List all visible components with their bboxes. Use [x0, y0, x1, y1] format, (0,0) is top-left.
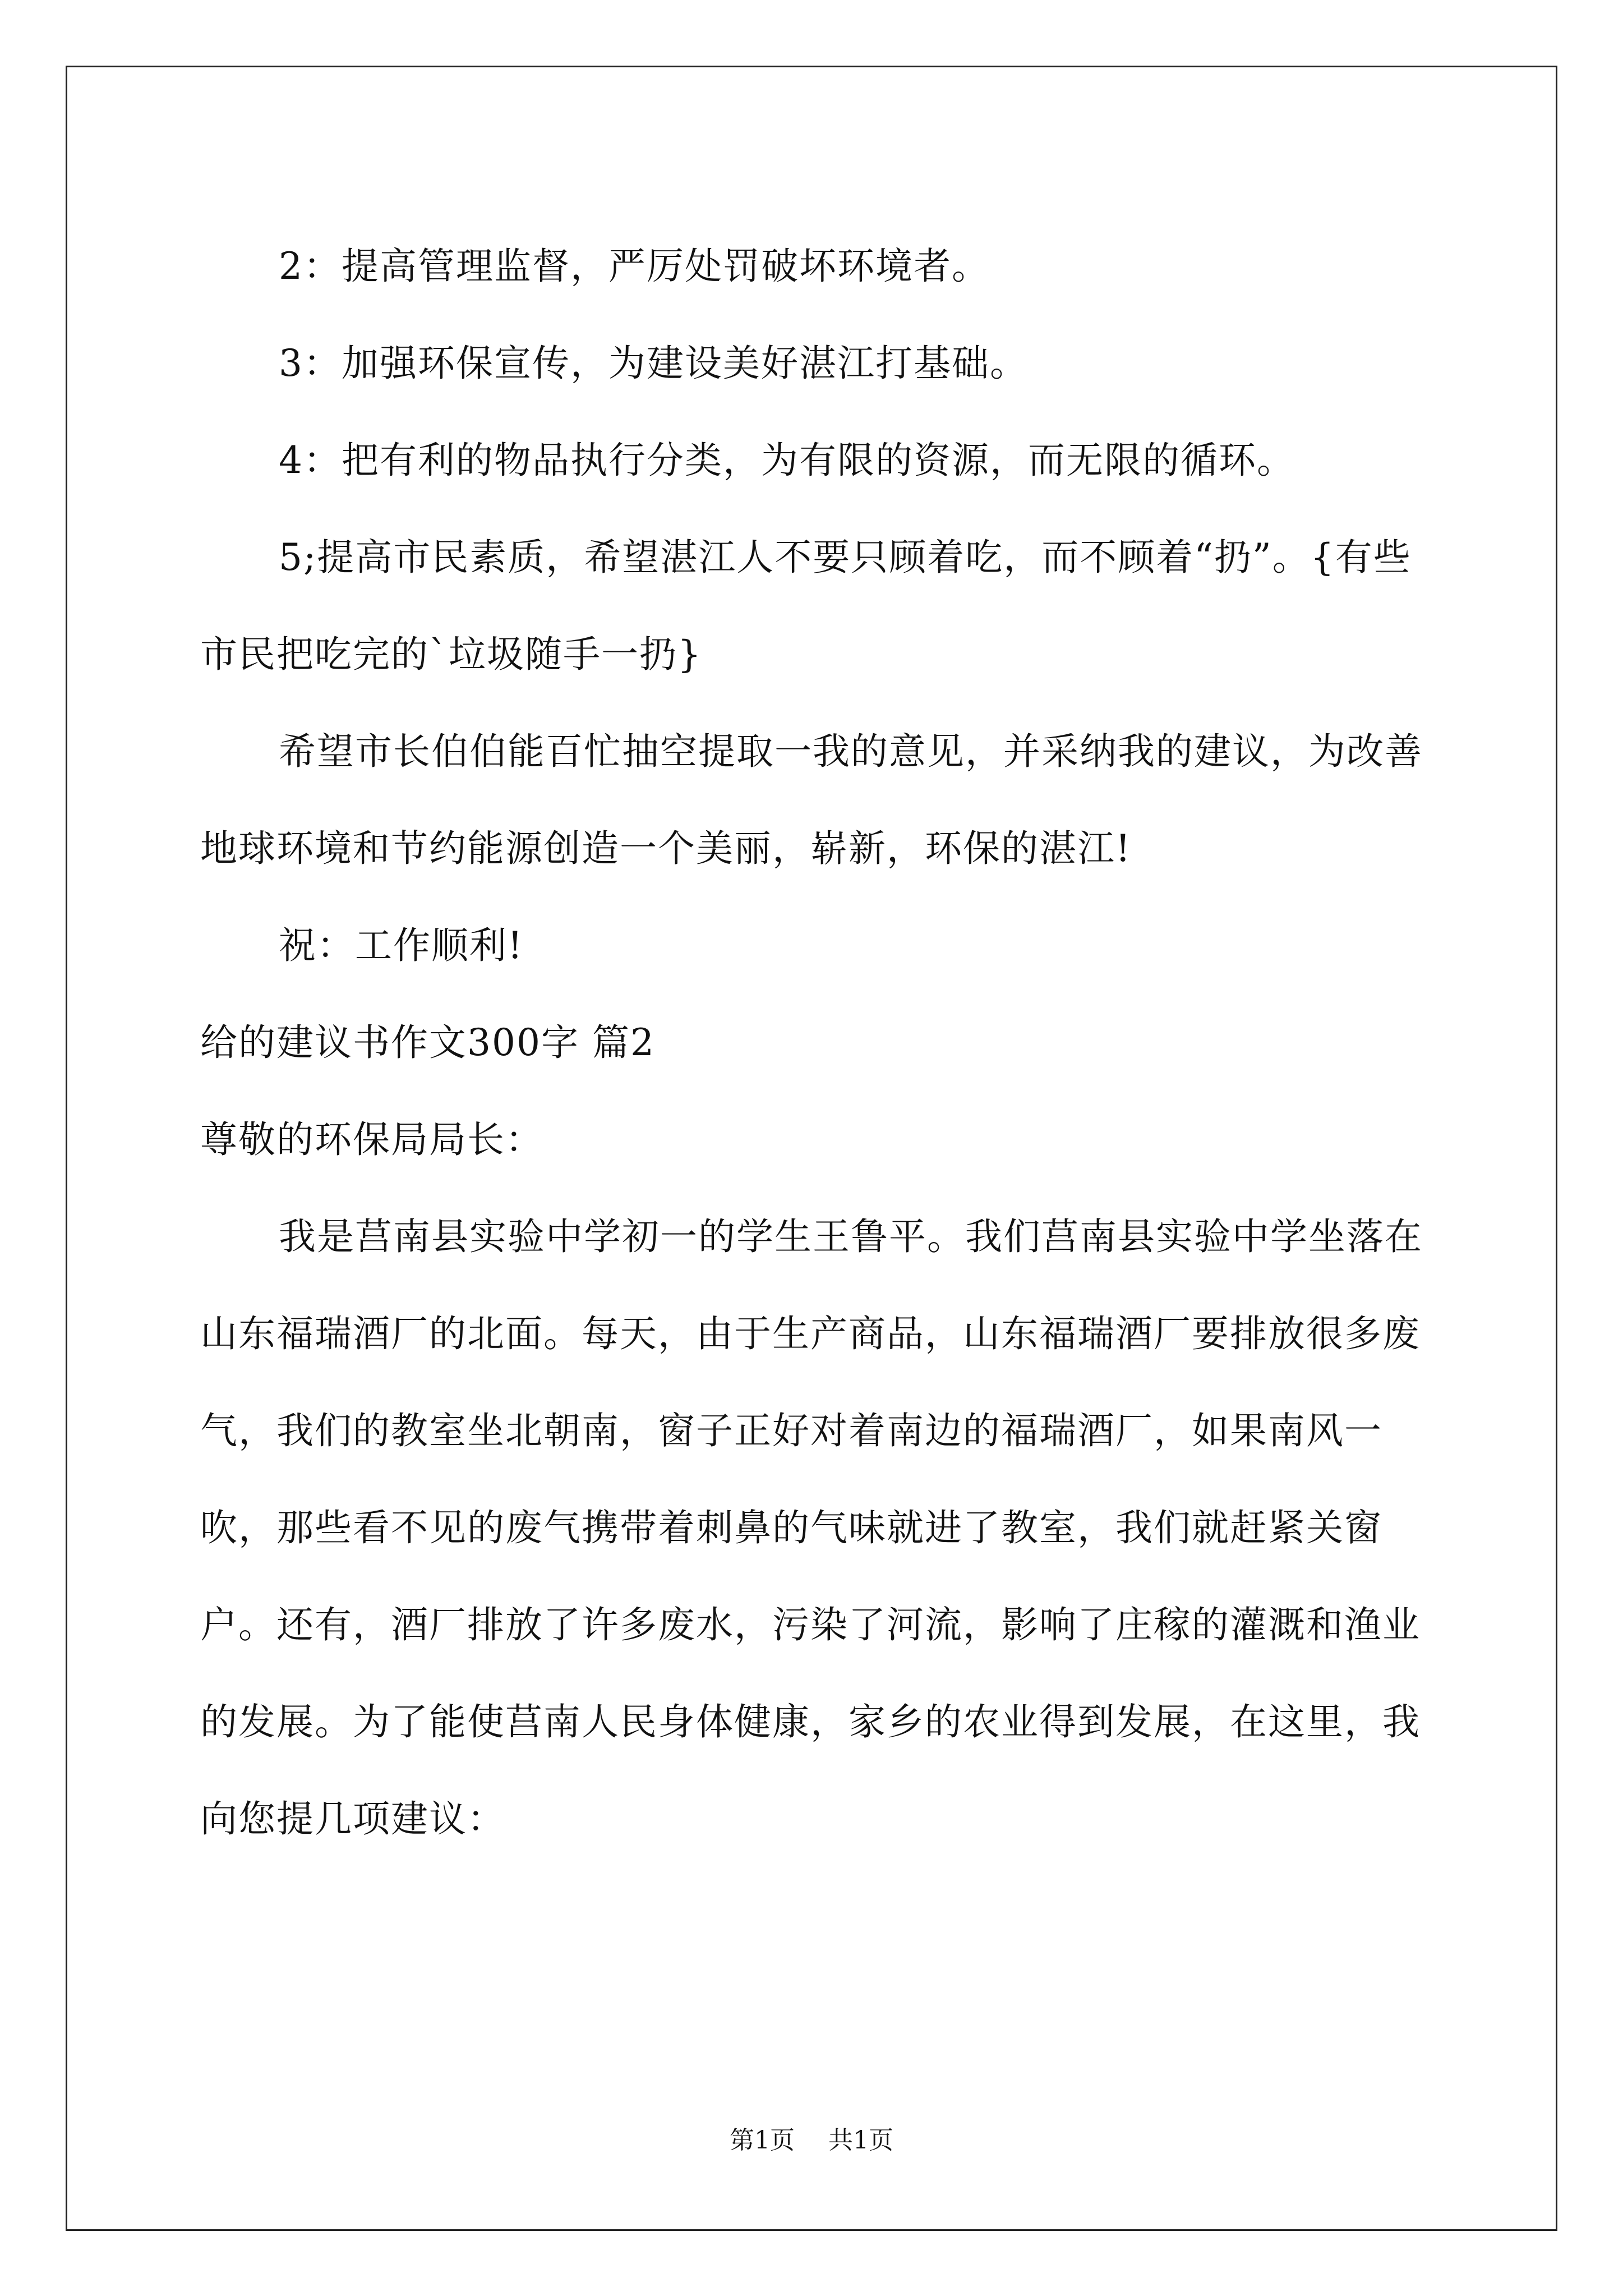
body-paragraph: 我是莒南县实验中学初一的学生王鲁平。我们莒南县实验中学坐落在山东福瑞酒厂的北面。每天，由于生产商品，山东福瑞酒厂要排放很多废气，我们的教室坐北朝南，窗子正好对着南边的福瑞酒厂，如果南风一吹，那些看不见的废气携带着刺鼻的气味就进了教室，我们就赶紧关窗户。还有，酒厂排放了许多废水，污染了河流，影响了庄稼的灌溉和渔业的发展。为了能使莒南人民身体健康，家乡的农业得到发展，在这里，我向您提几项建议： [200, 1215, 1423, 1841]
paragraph-item-2: 2：提高管理监督，严厉处罚破坏环境者。 [279, 245, 990, 288]
salutation: 尊敬的环保局局长： [200, 1118, 543, 1161]
paragraph-hope: 希望市长伯伯能百忙抽空提取一我的意见，并采纳我的建议，为改善地球环境和节约能源创造一个美丽，崭新，环保的湛江! [200, 730, 1423, 870]
section-title: 给的建议书作文300字 篇2 [200, 1021, 655, 1064]
document-body [200, 218, 1428, 1867]
paragraph-item-3: 3：加强环保宣传，为建设美好湛江打基础。 [279, 342, 1028, 385]
paragraph-item-5: 5;提高市民素质，希望湛江人不要只顾着吃，而不顾着“扔”。{有些市民把吃完的`垃圾随手一扔} [200, 536, 1412, 676]
paragraph-wish: 祝：工作顺利! [279, 924, 524, 967]
page-footer [0, 2124, 1623, 2157]
page-number-current: 第1页 [730, 2126, 795, 2155]
paragraph-item-4: 4：把有利的物品执行分类，为有限的资源，而无限的循环。 [279, 439, 1295, 482]
page-number-total: 共1页 [828, 2126, 893, 2155]
